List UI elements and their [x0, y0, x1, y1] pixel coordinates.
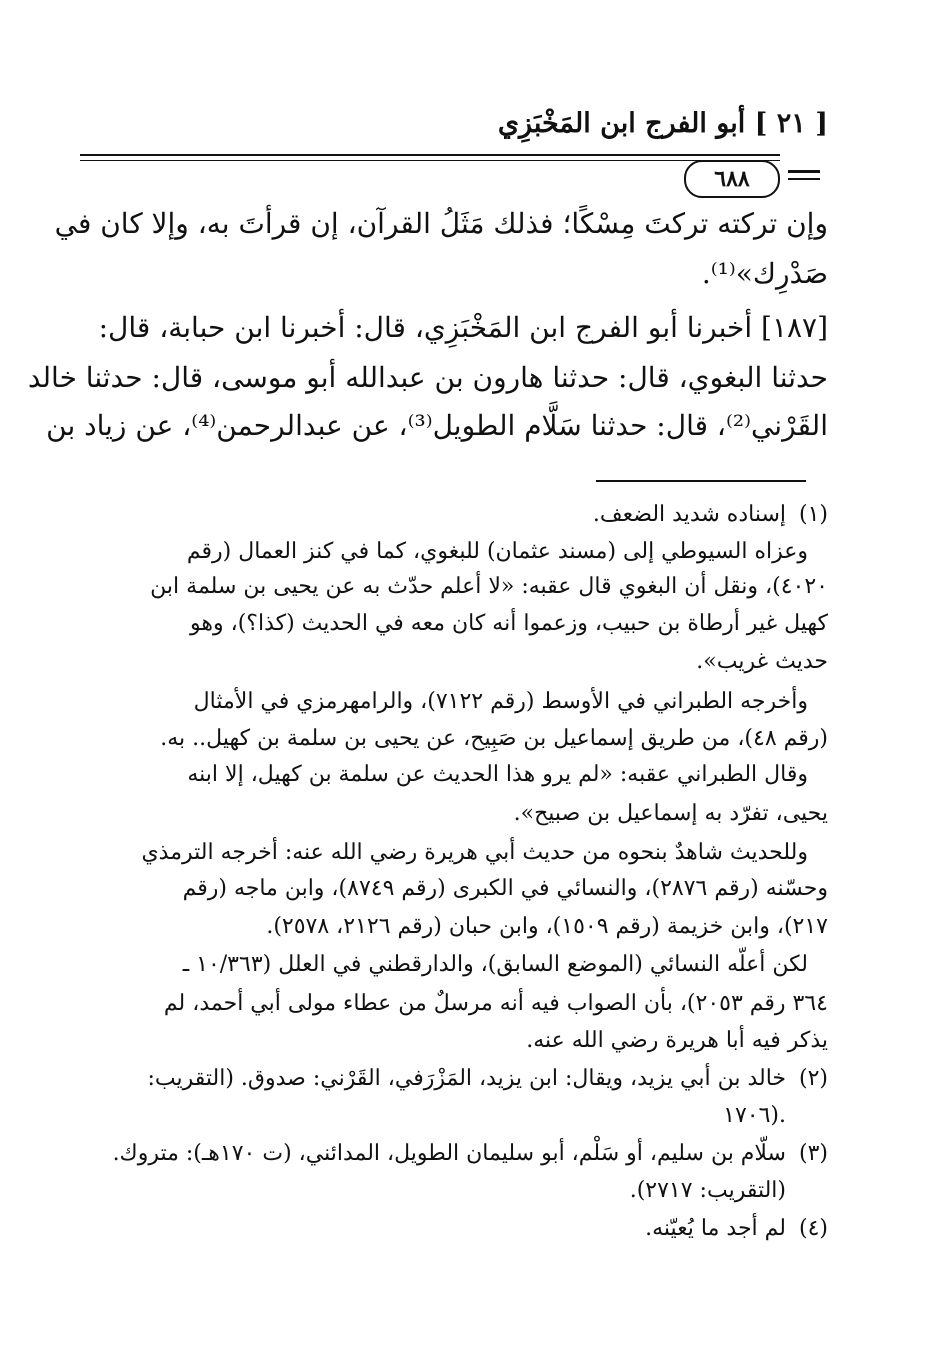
footnote-line: وللحديث شاهدٌ بنحوه من حديث أبي هريرة رضي الله عنه: أخرجه الترمذي [141, 840, 808, 865]
footnote-line: كهيل غير أرطاة بن حبيب، وزعموا أنه كان معه في الحديث (كذا؟)، وهو [190, 611, 828, 636]
footnote-line: وأخرجه الطبراني في الأوسط (رقم ٧١٢٢)، والرامهرمزي في الأمثال [193, 689, 808, 714]
footnote-marker: (٢) [798, 1066, 828, 1091]
body-line: صَدْرِك»⁽¹⁾. [701, 257, 828, 290]
footnote-line: ١٧٠٦). [723, 1103, 786, 1128]
footnote-separator [596, 480, 806, 482]
footnote-line: ٣٦٤ رقم ٢٠٥٣)، بأن الصواب فيه أنه مرسلٌ من عطاء مولى أبي أحمد، لم [163, 991, 828, 1016]
footnote-line: لم أجد ما يُعيّنه. [645, 1216, 786, 1241]
footnote-marker: (٣) [798, 1141, 828, 1166]
footnote-marker: (١) [798, 502, 828, 527]
page-number-ornament [788, 178, 820, 180]
page-number-ornament [788, 170, 820, 173]
footnote-line: (التقريب: ٢٧١٧). [629, 1178, 786, 1203]
header-rule [80, 154, 780, 156]
footnote-line: وعزاه السيوطي إلى (مسند عثمان) للبغوي، كما في كنز العمال (رقم [186, 539, 808, 564]
footnote-line: خالد بن أبي يزيد، ويقال: ابن يزيد، المَزْرَفي، القَرْني: صدوق. (التقريب: [147, 1066, 786, 1091]
footnote-marker: (٤) [798, 1216, 828, 1241]
footnote-line: سلّام بن سليم، أو سَلْم، أبو سليمان الطويل، المدائني، (ت ١٧٠هـ): متروك. [112, 1141, 786, 1166]
footnote-line: يحيى، تفرّد به إسماعيل بن صبيح». [513, 801, 828, 826]
body-line: [١٨٧] أخبرنا أبو الفرج ابن المَخْبَزِي، قال: أخبرنا ابن حبابة، قال: [98, 311, 828, 344]
page-number: ٦٨٨ [684, 160, 780, 198]
header-rule-thin [80, 160, 780, 161]
footnote-line: يذكر فيه أبا هريرة رضي الله عنه. [526, 1028, 828, 1053]
body-line: حدثنا البغوي، قال: حدثنا هارون بن عبدالله أبو موسى، قال: حدثنا خالد [27, 361, 828, 394]
footnote-line: (رقم ٤٨)، من طريق إسماعيل بن صَبِيح، عن يحيى بن سلمة بن كهيل.. به. [160, 726, 828, 751]
footnote-line: إسناده شديد الضعف. [592, 502, 786, 527]
running-title: [ ٢١ ] أبو الفرج ابن المَخْبَزِي [497, 108, 828, 139]
footnote-line: وحسّنه (رقم ٢٨٧٦)، والنسائي في الكبرى (رقم ٨٧٤٩)، وابن ماجه (رقم [182, 876, 828, 901]
footnote-line: لكن أعلّه النسائي (الموضع السابق)، والدارقطني في العلل (١٠/٣٦٣ ـ [182, 952, 808, 977]
footnote-line: ٤٠٢٠)، ونقل أن البغوي قال عقبه: «لا أعلم حدّث به عن يحيى بن سلمة ابن [150, 574, 828, 599]
footnote-line: وقال الطبراني عقبه: «لم يرو هذا الحديث عن سلمة بن كهيل، إلا ابنه [187, 762, 808, 787]
footnote-line: ٢١٧)، وابن خزيمة (رقم ١٥٠٩)، وابن حبان (رقم ٢١٢٦، ٢٥٧٨). [266, 914, 828, 939]
body-line: وإن تركته تركتَ مِسْكًا؛ فذلك مَثَلُ القرآن، إن قرأتَ به، وإلا كان في [54, 207, 828, 240]
footnote-line: حديث غريب». [696, 649, 828, 674]
body-line: القَرْني⁽²⁾، قال: حدثنا سَلَّام الطويل⁽³⁾، عن عبدالرحمن⁽⁴⁾، عن زياد بن [46, 409, 828, 442]
